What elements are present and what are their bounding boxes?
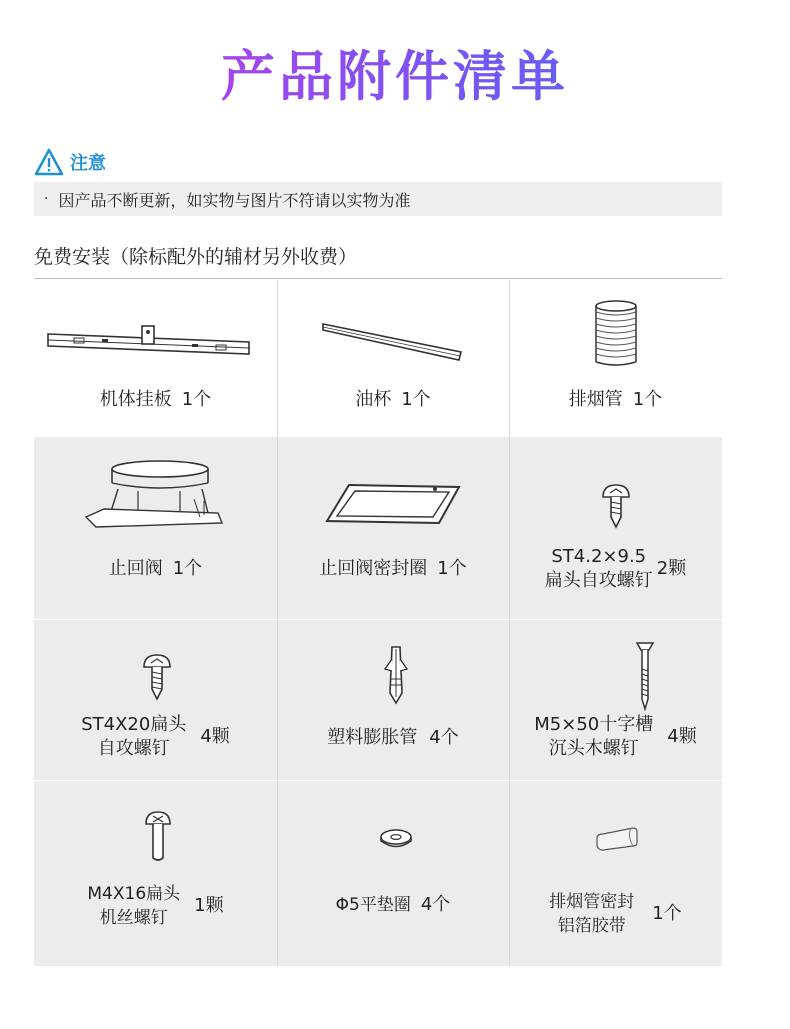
item-name-line: ST4.2×9.5 bbox=[551, 546, 647, 567]
item-name: 机体挂板 bbox=[99, 389, 172, 410]
grid-cell bbox=[277, 780, 509, 966]
item-label bbox=[277, 723, 509, 753]
seal-ring-icon bbox=[325, 481, 461, 527]
notice-text: 因产品不断更新，如实物与图片不符请以实物为准 bbox=[58, 190, 411, 210]
item-name bbox=[87, 882, 180, 930]
grid-cell bbox=[34, 437, 277, 619]
wood-screw-icon bbox=[635, 641, 655, 711]
item-qty: 4个 bbox=[429, 727, 459, 748]
item-name-line: ST4X20扁头 bbox=[81, 714, 187, 735]
item-qty: 1个 bbox=[172, 558, 203, 579]
item-name-line: 排烟管密封 bbox=[549, 892, 635, 912]
notice-header bbox=[34, 146, 106, 178]
item-name: 塑料膨胀管 bbox=[327, 727, 418, 748]
item-name-line: 扁头自攻螺钉 bbox=[544, 570, 653, 591]
item-name bbox=[81, 713, 186, 761]
grid-cell bbox=[34, 280, 277, 437]
grid-cell bbox=[277, 280, 509, 437]
item-name bbox=[534, 713, 653, 761]
item-label bbox=[509, 386, 722, 414]
item-qty: 1个 bbox=[437, 558, 467, 579]
item-name: 油杯 bbox=[355, 389, 392, 410]
item-qty: 1个 bbox=[632, 389, 663, 410]
item-name-line: 自攻螺钉 bbox=[97, 738, 170, 759]
grid-cell bbox=[34, 619, 277, 780]
machine-screw-icon bbox=[144, 810, 172, 862]
notice-label: 注意 bbox=[70, 153, 106, 174]
item-label bbox=[509, 543, 722, 595]
wall-bracket-icon bbox=[46, 320, 251, 360]
self-tapping-screw-icon bbox=[601, 483, 631, 529]
item-name: 止回阀密封圈 bbox=[319, 558, 428, 579]
grid-cell bbox=[34, 780, 277, 966]
grid-cell bbox=[509, 437, 722, 619]
item-qty: 1个 bbox=[401, 389, 431, 410]
exhaust-pipe-icon bbox=[593, 300, 639, 368]
grid-cell bbox=[277, 437, 509, 619]
item-qty: 4颗 bbox=[200, 726, 230, 747]
grid-cell bbox=[509, 619, 722, 780]
oil-cup-icon bbox=[321, 318, 465, 364]
page-title: 产品附件清单 bbox=[0, 34, 790, 111]
item-qty: 1个 bbox=[181, 389, 212, 410]
self-tapping-screw-icon bbox=[142, 653, 172, 701]
item-label bbox=[509, 888, 722, 940]
item-name-line: M5×50十字槽 bbox=[534, 714, 654, 735]
item-name: 止回阀 bbox=[108, 558, 163, 579]
item-name bbox=[549, 890, 634, 938]
item-name: 排烟管 bbox=[568, 389, 623, 410]
item-name-line: 铝箔胶带 bbox=[557, 916, 626, 936]
accessory-grid bbox=[34, 280, 722, 966]
notice-bullet: · bbox=[44, 191, 49, 207]
plastic-anchor-icon bbox=[381, 645, 411, 705]
divider bbox=[34, 278, 722, 279]
item-label bbox=[277, 554, 509, 584]
item-name-line: 沉头木螺钉 bbox=[548, 738, 639, 759]
item-label bbox=[509, 711, 722, 763]
item-label bbox=[34, 880, 277, 932]
notice-box bbox=[34, 182, 722, 216]
warning-icon bbox=[34, 148, 64, 176]
item-label bbox=[34, 386, 277, 414]
item-label bbox=[34, 554, 277, 584]
install-note: 免费安装（除标配外的辅材另外收费） bbox=[34, 246, 358, 268]
grid-cell bbox=[509, 780, 722, 966]
item-name: Φ5平垫圈 bbox=[335, 895, 411, 915]
item-label bbox=[277, 890, 509, 920]
grid-cell bbox=[277, 619, 509, 780]
item-qty: 1个 bbox=[652, 903, 682, 924]
item-name-line: M4X16扁头 bbox=[87, 884, 181, 904]
flat-washer-icon bbox=[379, 828, 413, 850]
grid-cell bbox=[509, 280, 722, 437]
check-valve-icon bbox=[84, 459, 224, 531]
item-label bbox=[277, 386, 509, 414]
item-label bbox=[34, 711, 277, 763]
item-name bbox=[545, 545, 653, 593]
item-qty: 4颗 bbox=[667, 726, 697, 747]
item-name-line: 机丝螺钉 bbox=[99, 908, 168, 928]
item-qty: 2颗 bbox=[656, 558, 687, 579]
item-qty: 4个 bbox=[420, 894, 451, 915]
item-qty: 1颗 bbox=[194, 895, 224, 916]
foil-tape-icon bbox=[595, 824, 639, 852]
